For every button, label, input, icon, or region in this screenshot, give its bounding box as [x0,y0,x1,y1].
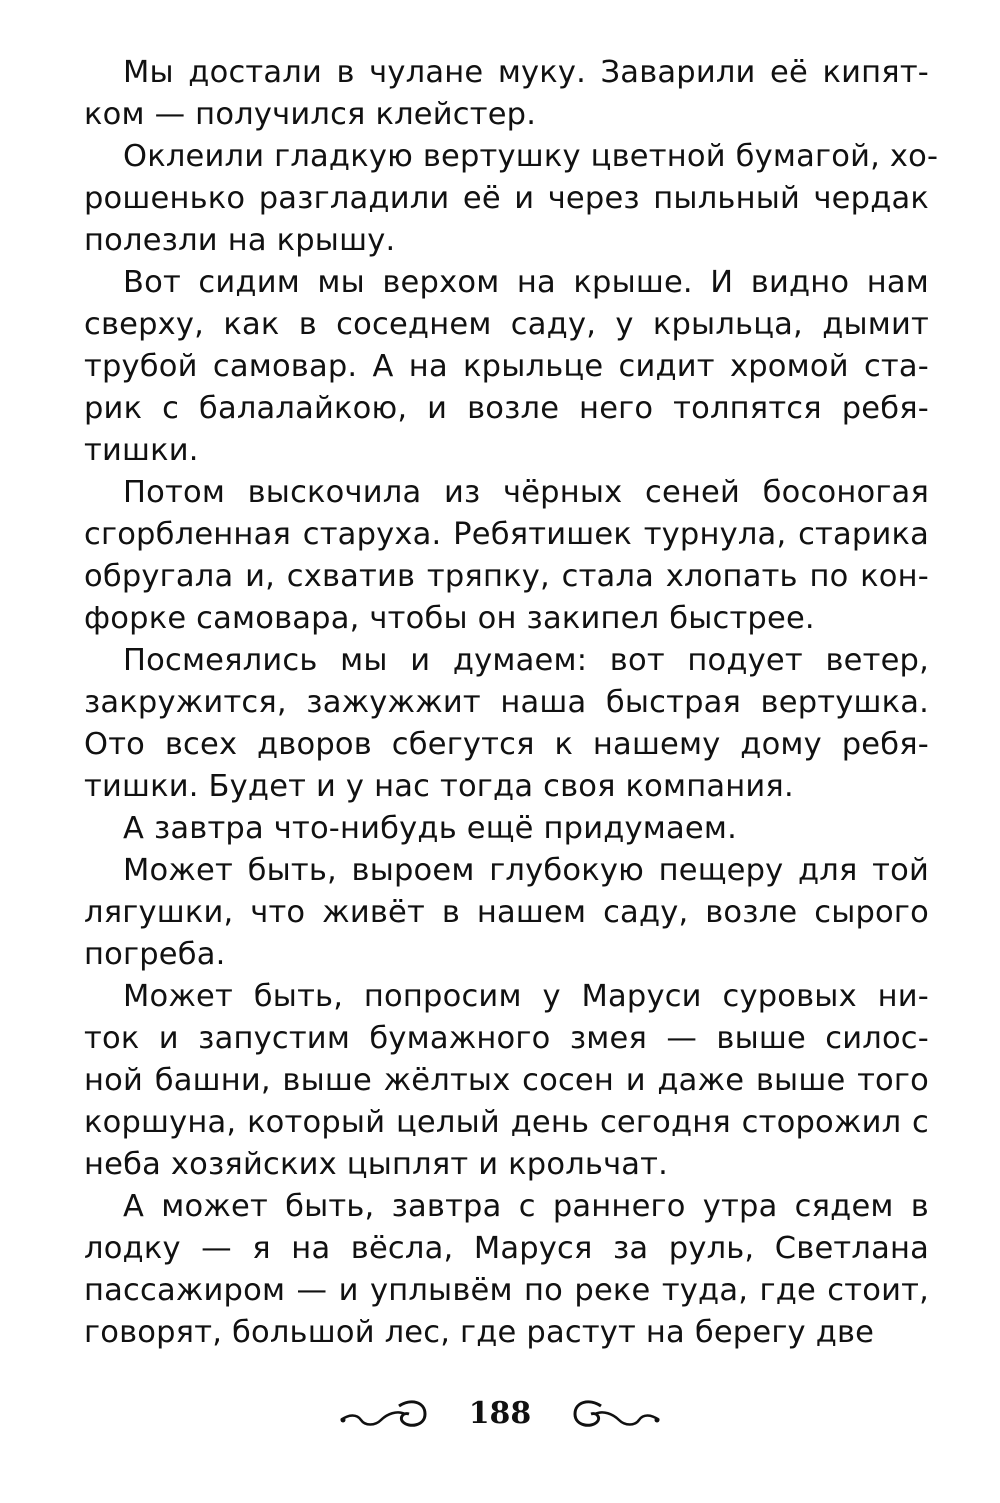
text-line: А завтра что-нибудь ещё придумаем. [123,811,737,846]
paragraph [84,1186,929,1354]
text-line: лягушки, что живёт в нашем саду, возле сырого [84,895,929,930]
paragraph [84,262,929,472]
text-line: ной башни, выше жёлтых сосен и даже выше того [84,1063,929,1098]
paragraph [84,136,939,262]
text-line: коршуна, который целый день сегодня сторожил с [84,1105,929,1140]
text-line: тишки. Будет и у нас тогда своя компания. [84,769,794,804]
text-line: Ото всех дворов сбегутся к нашему дому ребя- [84,727,929,762]
text-line: сгорбленная старуха. Ребятишек турнула, старика [84,517,929,552]
text-line: рошенько разгладили её и через пыльный чердак [84,181,929,216]
text-line: лодку — я на вёсла, Маруся за руль, Светлана [84,1231,929,1266]
paragraph [84,808,929,850]
text-line: Мы достали в чулане муку. Заварили её кипят- [123,55,929,90]
paragraph [84,472,929,640]
text-line: полезли на крышу. [84,223,396,258]
text-line: неба хозяйских цыплят и крольчат. [84,1147,669,1182]
text-line: ток и запустим бумажного змея — выше силос- [84,1021,929,1056]
text-line: сверху, как в соседнем саду, у крыльца, дымит [84,307,929,342]
text-line: тишки. [84,433,199,468]
paragraph [84,640,929,808]
page-footer [0,1388,1000,1438]
text-line: ком — получился клейстер. [84,97,537,132]
text-line: Вот сидим мы верхом на крыше. И видно нам [123,265,929,300]
text-line: Может быть, выроем глубокую пещеру для той [123,853,929,888]
flourish-left-icon [339,1396,429,1430]
text-line: Потом выскочила из чёрных сеней босоногая [123,475,929,510]
paragraph [84,976,929,1186]
text-line: закружится, зажужжит наша быстрая вертушка. [84,685,929,720]
flourish-right-icon [571,1396,661,1430]
text-line: форке самовара, чтобы он закипел быстрее. [84,601,815,636]
text-line: Посмеялись мы и думаем: вот подует ветер, [123,643,929,678]
page-number: 188 [468,1395,532,1431]
text-line: пассажиром — и уплывём по реке туда, где стоит, [84,1273,929,1308]
text-line: трубой самовар. А на крыльце сидит хромой ста- [84,349,929,384]
paragraph [84,850,929,976]
text-line: Оклеили гладкую вертушку цветной бумагой, хо- [123,139,939,174]
page-body [84,52,939,1354]
text-line: говорят, большой лес, где растут на берегу две [84,1315,875,1350]
text-line: рик с балалайкою, и возле него толпятся ребя- [84,391,929,426]
text-line: А может быть, завтра с раннего утра сядем в [123,1189,929,1224]
paragraph [84,52,929,136]
text-line: Может быть, попросим у Маруси суровых ни- [123,979,929,1014]
text-line: обругала и, схватив тряпку, стала хлопать по кон- [84,559,929,594]
text-line: погреба. [84,937,226,972]
